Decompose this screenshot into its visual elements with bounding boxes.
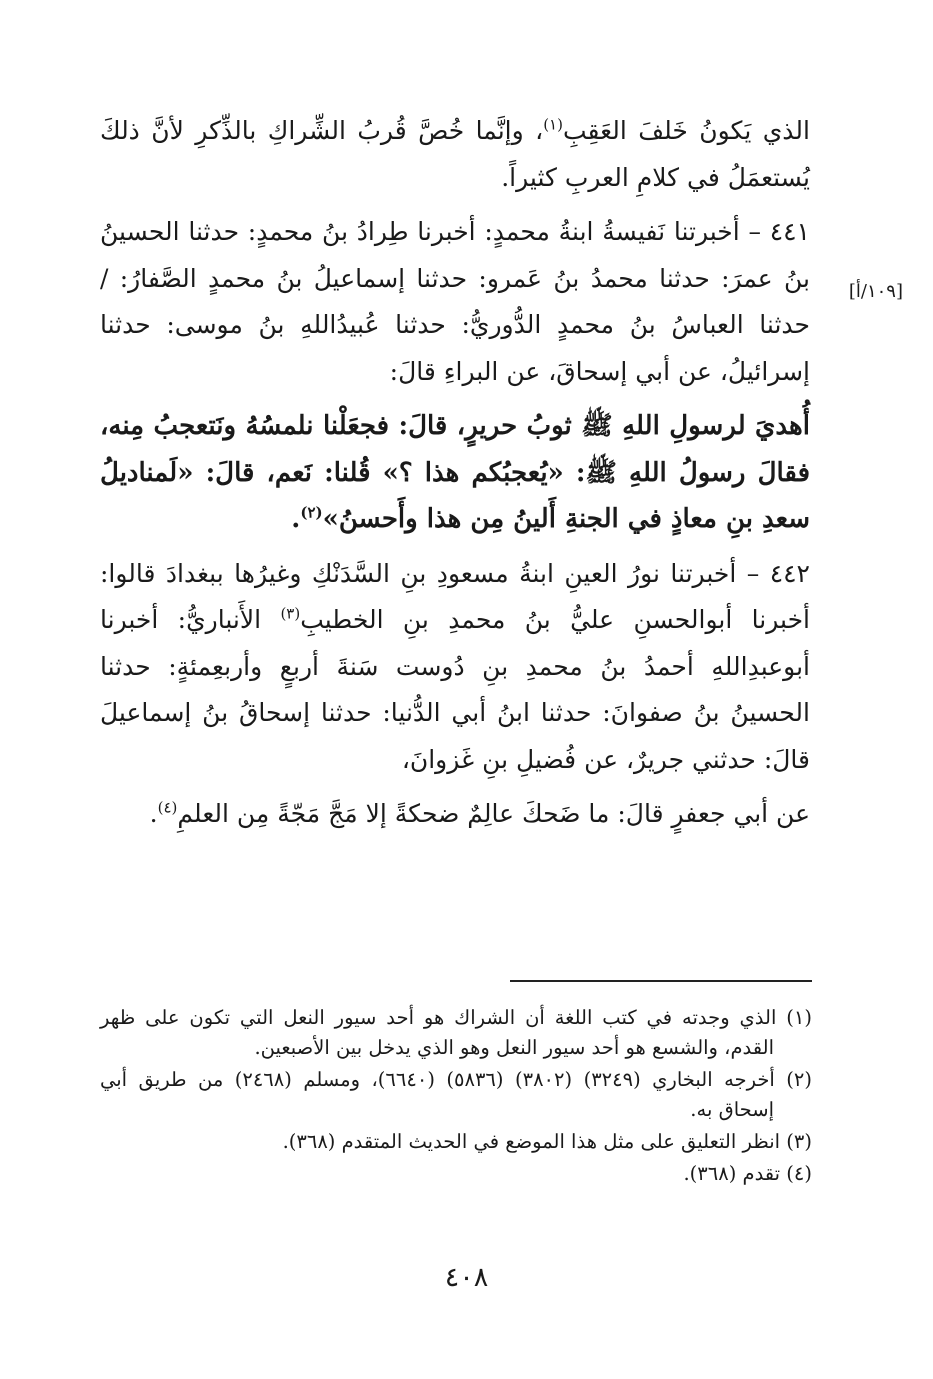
hadith-441-isnad: ٤٤١ – أخبرتنا نَفيسةُ ابنةُ محمدٍ: أخبرنا طِرادُ بنُ محمدٍ: حدثنا الحسينُ بنُ عمرَ: حدثنا محمدُ بنُ عَمرو: حدثنا إسماعيلُ بنُ محمدٍ الصَّفارُ: / حدثنا العباسُ بنُ محمدٍ الدُّوريُّ: حدثنا عُبيدُاللهِ بنُ موسى: حدثنا إسرائيلُ، عن أبي إسحاقَ، عن البراءِ قالَ: [100, 217, 810, 386]
footnote-ref-1[interactable]: (١) [543, 115, 563, 134]
paragraph-intro [100, 108, 810, 201]
footnote-2: (٢) أخرجه البخاري (٣٢٤٩) (٣٨٠٢) (٥٨٣٦) (٦٦٤٠)، ومسلم (٢٤٦٨) من طريق أبي إسحاق به. [100, 1068, 812, 1121]
footnote-ref-2[interactable]: (٢) [300, 503, 323, 522]
hadith-442-isnad [100, 551, 810, 784]
text-run: ٤٤٢ – أخبرتنا نورُ العينِ ابنةُ مسعودِ بنِ السَّدَنْكِ وغيرُها ببغدادَ قالوا: أخبرنا أبوالحسنِ عليُّ بنُ محمدِ بنِ الخطيبِ [100, 558, 810, 634]
text-run: ، وإنَّما خُصَّ قُربُ الشِّراكِ بالذِّكرِ لأنَّ ذلكَ يُستعمَلُ في كلامِ العربِ كثيراً. [100, 116, 810, 192]
footnote-3: (٣) انظر التعليق على مثل هذا الموضع في الحديث المتقدم (٣٦٨). [282, 1130, 812, 1153]
page-number: ٤٠٨ [444, 1262, 489, 1293]
footnotes [100, 1003, 812, 1191]
footnote-4: (٤) تقدم (٣٦٨). [683, 1162, 812, 1185]
text-run: . [291, 504, 301, 534]
text-run: عن أبي جعفرٍ قالَ: ما ضَحكَ عالِمٌ ضحكةً إلا مَجَّ مَجّةً مِن العلمِ [177, 799, 810, 828]
hadith-442-matn [100, 791, 810, 838]
manuscript-folio-marker: [١٠٩/أ] [848, 281, 903, 302]
main-text [100, 108, 810, 838]
text-run: الذي يَكونُ خَلفَ العَقِبِ [562, 116, 810, 145]
text-run: الأَنباريُّ: أخبرنا أبوعبدِاللهِ أحمدُ بنُ محمدِ بنِ دُوست سَنةَ أربعٍ وأربعِمئةٍ: حدثنا الحسينُ بنُ صفوانَ: حدثنا ابنُ أبي الدُّنيا: حدثنا إسحاقُ بنُ إسماعيلَ قالَ: حدثني جريرٌ، عن فُضيلِ بنِ غَزوانَ، [100, 605, 810, 774]
footnote-divider [510, 980, 812, 982]
text-run: أُهديَ لرسولِ اللهِ ﷺ ثوبُ حريرٍ، قالَ: فجعَلْنا نلمسُهُ ونَتعجبُ مِنه، فقالَ رسولُ اللهِ ﷺ: «يُعجبُكم هذا ؟» قُلنا: نَعم، قالَ: «لَمناديلُ سعدِ بنِ معاذٍ في الجنةِ أَلينُ مِن هذا وأَحسنُ» [100, 411, 810, 534]
hadith-441-matn [100, 403, 810, 543]
footnote-ref-3[interactable]: (٣) [280, 604, 301, 623]
footnote-1: (١) الذي وجدته في كتب اللغة أن الشراك هو أحد سيور النعل التي تكون على ظهر القدم، والشسع هو أحد سيور النعل وهو الذي يدخل بين الأصبعين. [100, 1006, 812, 1059]
footnote-ref-4[interactable]: (٤) [157, 798, 178, 817]
text-run: . [149, 799, 158, 828]
